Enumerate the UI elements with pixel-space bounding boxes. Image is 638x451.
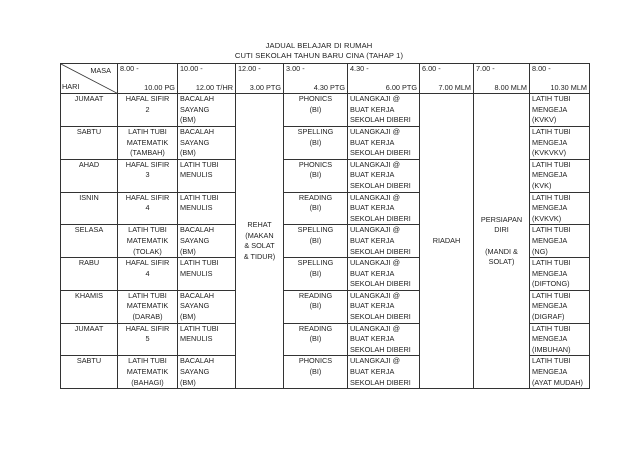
- slot-start: 8.00 -: [120, 64, 139, 73]
- cell-line: (BM): [180, 148, 196, 158]
- cell-line: BACALAH: [180, 126, 215, 136]
- slot2-activity: [178, 225, 236, 258]
- cell-line: BUAT KERJA: [350, 203, 395, 213]
- schedule-body: [61, 64, 590, 389]
- cell-line: LATIH TUBI: [128, 356, 167, 366]
- cell-line: MENGEJA: [532, 104, 568, 114]
- slot-start: 8.00 -: [532, 64, 551, 73]
- header-row: [61, 64, 590, 94]
- cell-line: (BAHAGI): [131, 377, 164, 387]
- cell-line: LATIH TUBI: [532, 225, 571, 235]
- cell-line: LATIH TUBI: [532, 159, 571, 169]
- slot4-activity: [284, 192, 348, 225]
- time-slot-header-8: [530, 64, 590, 94]
- cell-line: LATIH TUBI: [128, 225, 167, 235]
- cell-line: BUAT KERJA: [350, 104, 395, 114]
- cell-line: LATIH TUBI: [532, 94, 571, 104]
- cell-line: 4: [145, 268, 150, 278]
- slot8-activity: [530, 94, 590, 127]
- slot2-activity: [178, 258, 236, 291]
- slot8-activity: [530, 225, 590, 258]
- cell-line: (AYAT MUDAH): [532, 377, 583, 387]
- cell-line: (BM): [180, 377, 196, 387]
- cell-line: (IMBUHAN): [532, 344, 571, 354]
- cell-line: PERSIAPAN: [480, 214, 523, 224]
- cell-line: MENGEJA: [532, 235, 568, 245]
- slot4-activity: [284, 126, 348, 159]
- cell-line: (KVK): [532, 180, 552, 190]
- cell-line: BACALAH: [180, 94, 215, 104]
- cell-line: (MANDI &: [485, 246, 518, 256]
- cell-line: SOLAT): [488, 257, 515, 267]
- cell-line: MENGEJA: [532, 367, 568, 377]
- cell-line: MENULIS: [180, 334, 213, 344]
- cell-line: (BI): [309, 137, 322, 147]
- slot2-activity: [178, 159, 236, 192]
- slot-end: 12.00 T/HR: [195, 82, 233, 92]
- slot5-activity: [348, 356, 420, 389]
- cell-line: MENGEJA: [532, 137, 568, 147]
- hari-label: HARI: [62, 81, 80, 91]
- cell-line: REHAT: [247, 220, 272, 230]
- slot8-activity: [530, 258, 590, 291]
- cell-line: ULANGKAJI @: [350, 159, 400, 169]
- rest-block: [236, 94, 284, 389]
- cell-line: ULANGKAJI @: [350, 225, 400, 235]
- cell-line: DIRI: [494, 225, 509, 235]
- slot8-activity: [530, 126, 590, 159]
- header-corner-cell: [61, 64, 118, 94]
- day-cell: KHAMIS: [61, 290, 118, 323]
- cell-line: READING: [298, 192, 333, 202]
- slot-end: 8.00 MLM: [494, 82, 527, 92]
- slot1-activity: [118, 258, 178, 291]
- time-slot-header-4: [284, 64, 348, 94]
- cell-line: ULANGKAJI @: [350, 126, 400, 136]
- cell-line: PHONICS: [298, 94, 333, 104]
- cell-line: BACALAH: [180, 225, 215, 235]
- cell-line: RIADAH: [432, 235, 461, 245]
- slot8-activity: [530, 159, 590, 192]
- cell-line: MENGEJA: [532, 170, 568, 180]
- cell-line: LATIH TUBI: [128, 290, 167, 300]
- title-line-1: JADUAL BELAJAR DI RUMAH: [265, 41, 373, 50]
- cell-line: (BM): [180, 312, 196, 322]
- slot8-activity: [530, 356, 590, 389]
- slot4-activity: [284, 225, 348, 258]
- cell-line: PHONICS: [298, 159, 333, 169]
- cell-line: SPELLING: [297, 126, 334, 136]
- schedule-table: [60, 63, 590, 389]
- cell-line: (KVKVKV): [532, 148, 567, 158]
- cell-line: (BI): [309, 367, 322, 377]
- cell-line: MATEMATIK: [126, 367, 169, 377]
- cell-line: (KVKVK): [532, 213, 562, 223]
- cell-line: HAFAL SIFIR: [125, 94, 170, 104]
- slot-start: 10.00 -: [180, 64, 203, 73]
- cell-line: BUAT KERJA: [350, 334, 395, 344]
- cell-line: BUAT KERJA: [350, 301, 395, 311]
- cell-line: BACALAH: [180, 356, 215, 366]
- slot8-activity: [530, 192, 590, 225]
- cell-line: READING: [298, 323, 333, 333]
- time-slot-header-7: [474, 64, 530, 94]
- slot-start: 3.00 -: [286, 64, 305, 73]
- cell-line: BUAT KERJA: [350, 170, 395, 180]
- cell-line: (BI): [309, 301, 322, 311]
- cell-line: SEKOLAH DIBERI: [350, 115, 411, 125]
- slot2-activity: [178, 323, 236, 356]
- cell-line: ULANGKAJI @: [350, 258, 400, 268]
- cell-line: (DIFTONG): [532, 279, 570, 289]
- slot2-activity: [178, 356, 236, 389]
- title-line-2: CUTI SEKOLAH TAHUN BARU CINA (TAHAP 1): [234, 51, 404, 60]
- slot-start: 4.30 -: [350, 64, 369, 73]
- slot-start: 7.00 -: [476, 64, 495, 73]
- cell-line: LATIH TUBI: [128, 126, 167, 136]
- slot1-activity: [118, 323, 178, 356]
- cell-line: BUAT KERJA: [350, 137, 395, 147]
- slot2-activity: [178, 126, 236, 159]
- cell-line: SAYANG: [180, 367, 210, 377]
- cell-line: 5: [145, 334, 150, 344]
- cell-line: SAYANG: [180, 301, 210, 311]
- cell-line: (BI): [309, 170, 322, 180]
- cell-line: SPELLING: [297, 258, 334, 268]
- cell-line: LATIH TUBI: [532, 323, 571, 333]
- slot4-activity: [284, 159, 348, 192]
- cell-line: ULANGKAJI @: [350, 290, 400, 300]
- cell-line: (KVKV): [532, 115, 557, 125]
- slot4-activity: [284, 356, 348, 389]
- slot1-activity: [118, 192, 178, 225]
- slot5-activity: [348, 94, 420, 127]
- cell-line: & SOLAT: [244, 241, 275, 251]
- cell-line: LATIH TUBI: [532, 126, 571, 136]
- slot4-activity: [284, 290, 348, 323]
- cell-line: ULANGKAJI @: [350, 192, 400, 202]
- slot5-activity: [348, 192, 420, 225]
- cell-line: LATIH TUBI: [532, 258, 571, 268]
- document-title: [0, 41, 638, 61]
- slot2-activity: [178, 94, 236, 127]
- persiapan-block: [474, 94, 530, 389]
- cell-line: & TIDUR): [243, 251, 276, 261]
- slot5-activity: [348, 225, 420, 258]
- cell-line: SAYANG: [180, 137, 210, 147]
- cell-line: SEKOLAH DIBERI: [350, 377, 411, 387]
- cell-line: MENULIS: [180, 170, 213, 180]
- slot2-activity: [178, 192, 236, 225]
- cell-line: MENGEJA: [532, 301, 568, 311]
- slot-start: 6.00 -: [422, 64, 441, 73]
- cell-line: MENULIS: [180, 268, 213, 278]
- cell-line: (DARAB): [132, 312, 163, 322]
- slot5-activity: [348, 258, 420, 291]
- cell-line: MATEMATIK: [126, 235, 169, 245]
- slot2-activity: [178, 290, 236, 323]
- slot-end: 3.00 PTG: [249, 82, 281, 92]
- cell-line: ULANGKAJI @: [350, 94, 400, 104]
- day-cell: RABU: [61, 258, 118, 291]
- cell-line: SAYANG: [180, 235, 210, 245]
- table-row: [61, 94, 590, 127]
- cell-line: (BI): [309, 104, 322, 114]
- slot-start: 12.00 -: [238, 64, 261, 73]
- cell-line: LATIH TUBI: [532, 290, 571, 300]
- cell-line: MENGEJA: [532, 334, 568, 344]
- slot8-activity: [530, 323, 590, 356]
- cell-line: SEKOLAH DIBERI: [350, 246, 411, 256]
- slot1-activity: [118, 356, 178, 389]
- day-cell: SELASA: [61, 225, 118, 258]
- slot4-activity: [284, 94, 348, 127]
- cell-line: SPELLING: [297, 225, 334, 235]
- slot1-activity: [118, 290, 178, 323]
- cell-line: (NG): [532, 246, 548, 256]
- day-cell: AHAD: [61, 159, 118, 192]
- cell-line: ULANGKAJI @: [350, 356, 400, 366]
- time-slot-header-1: [118, 64, 178, 94]
- cell-line: 3: [145, 170, 150, 180]
- day-cell: JUMAAT: [61, 323, 118, 356]
- cell-line: (TAMBAH): [130, 148, 165, 158]
- cell-line: SEKOLAH DIBERI: [350, 180, 411, 190]
- slot-end: 7.00 MLM: [438, 82, 471, 92]
- slot-end: 10.30 MLM: [550, 82, 587, 92]
- cell-line: HAFAL SIFIR: [125, 323, 170, 333]
- cell-line: HAFAL SIFIR: [125, 159, 170, 169]
- slot1-activity: [118, 159, 178, 192]
- slot5-activity: [348, 159, 420, 192]
- slot1-activity: [118, 225, 178, 258]
- cell-line: 4: [145, 203, 150, 213]
- cell-line: SEKOLAH DIBERI: [350, 312, 411, 322]
- day-cell: SABTU: [61, 126, 118, 159]
- cell-line: HAFAL SIFIR: [125, 258, 170, 268]
- day-cell: SABTU: [61, 356, 118, 389]
- time-slot-header-3: [236, 64, 284, 94]
- cell-line: (DIGRAF): [532, 312, 565, 322]
- cell-line: BUAT KERJA: [350, 235, 395, 245]
- slot4-activity: [284, 258, 348, 291]
- cell-line: ULANGKAJI @: [350, 323, 400, 333]
- cell-line: LATIH TUBI: [532, 192, 571, 202]
- slot1-activity: [118, 94, 178, 127]
- cell-line: SEKOLAH DIBERI: [350, 213, 411, 223]
- slot-end: 6.00 PTG: [385, 82, 417, 92]
- time-slot-header-6: [420, 64, 474, 94]
- cell-line: SAYANG: [180, 104, 210, 114]
- cell-line: LATIH TUBI: [532, 356, 571, 366]
- cell-line: BACALAH: [180, 290, 215, 300]
- slot1-activity: [118, 126, 178, 159]
- cell-line: BUAT KERJA: [350, 268, 395, 278]
- cell-line: MATEMATIK: [126, 137, 169, 147]
- day-cell: ISNIN: [61, 192, 118, 225]
- cell-line: LATIH TUBI: [180, 258, 219, 268]
- cell-line: (BM): [180, 246, 196, 256]
- cell-line: (BM): [180, 115, 196, 125]
- cell-line: MENGEJA: [532, 203, 568, 213]
- slot5-activity: [348, 126, 420, 159]
- slot4-activity: [284, 323, 348, 356]
- masa-label: MASA: [90, 66, 111, 75]
- cell-line: (BI): [309, 235, 322, 245]
- slot-end: 10.00 PG: [144, 82, 175, 92]
- cell-line: MENGEJA: [532, 268, 568, 278]
- time-slot-header-2: [178, 64, 236, 94]
- cell-line: READING: [298, 290, 333, 300]
- cell-line: (BI): [309, 203, 322, 213]
- cell-line: (TOLAK): [133, 246, 162, 256]
- cell-line: BUAT KERJA: [350, 367, 395, 377]
- cell-line: LATIH TUBI: [180, 192, 219, 202]
- slot5-activity: [348, 323, 420, 356]
- cell-line: [476, 236, 527, 247]
- cell-line: (MAKAN: [245, 230, 274, 240]
- cell-line: (BI): [309, 334, 322, 344]
- cell-line: SEKOLAH DIBERI: [350, 279, 411, 289]
- cell-line: PHONICS: [298, 356, 333, 366]
- slot-end: 4.30 PTG: [313, 82, 345, 92]
- slot8-activity: [530, 290, 590, 323]
- cell-line: (BI): [309, 268, 322, 278]
- cell-line: 2: [145, 104, 150, 114]
- cell-line: MATEMATIK: [126, 301, 169, 311]
- time-slot-header-5: [348, 64, 420, 94]
- cell-line: SEKOLAH DIBERI: [350, 344, 411, 354]
- day-cell: JUMAAT: [61, 94, 118, 127]
- cell-line: LATIH TUBI: [180, 159, 219, 169]
- cell-line: SEKOLAH DIBERI: [350, 148, 411, 158]
- riadah-block: [420, 94, 474, 389]
- cell-line: LATIH TUBI: [180, 323, 219, 333]
- cell-line: MENULIS: [180, 203, 213, 213]
- slot5-activity: [348, 290, 420, 323]
- cell-line: HAFAL SIFIR: [125, 192, 170, 202]
